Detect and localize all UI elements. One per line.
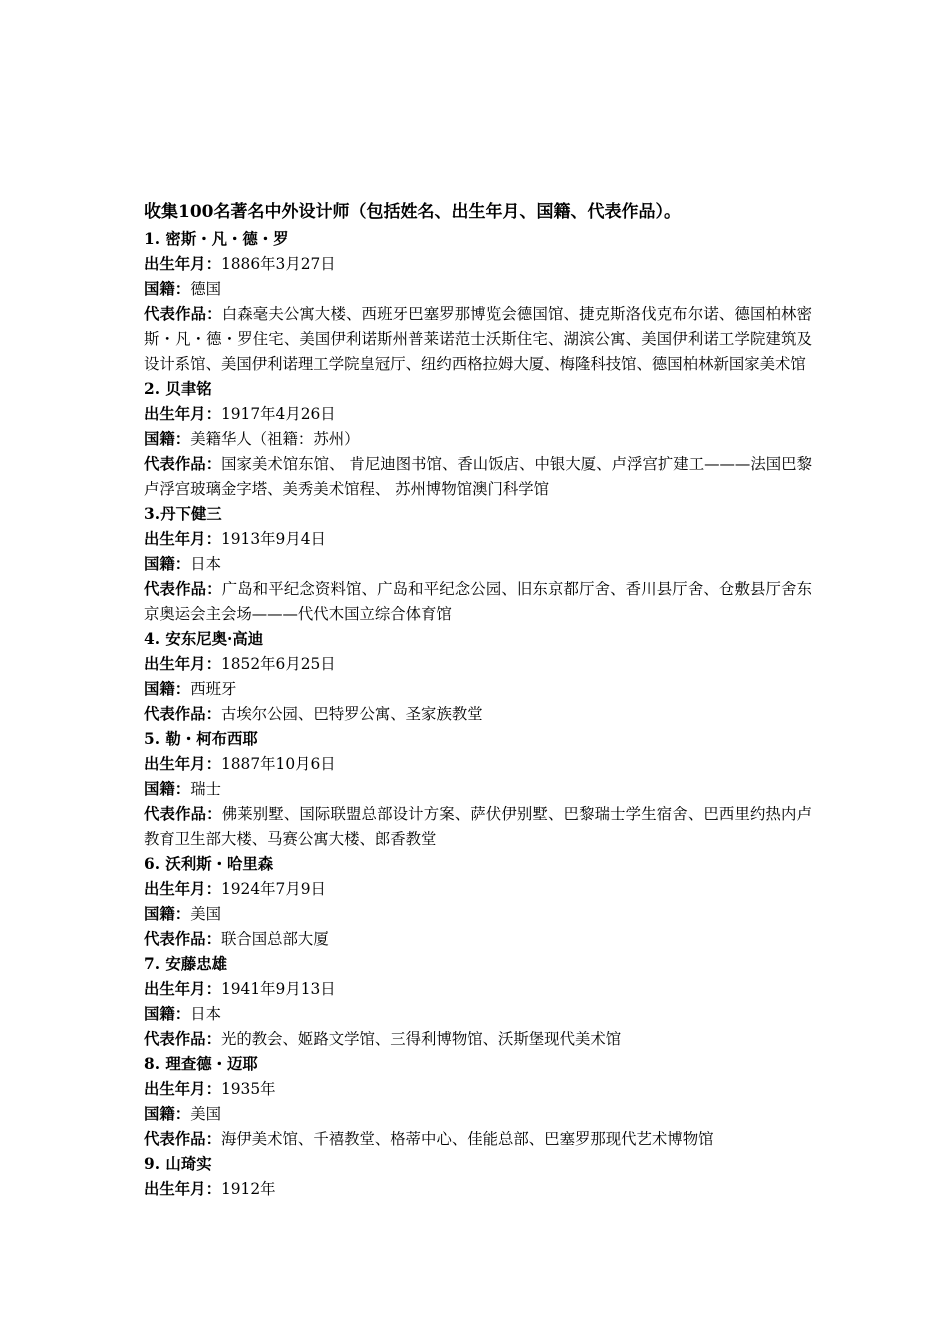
designer-name: 1. 密斯・凡・德・罗 <box>144 230 289 248</box>
designer-name: 7. 安藤忠雄 <box>144 955 227 973</box>
works-field-value: 白森毫夫公寓大楼、西班牙巴塞罗那博览会德国馆、捷克斯洛伐克布尔诺、德国柏林密斯・凡・德・罗住宅、美国伊利诺斯州普莱诺范士沃斯住宅、湖滨公寓、美国伊利诺工学院建筑及设计系馆、美国伊利诺理工学院皇冠厅、纽约西格拉姆大厦、梅隆科技馆、德国柏林新国家美术馆 <box>144 305 812 373</box>
birth-date-field-value: 1912年 <box>220 1180 276 1198</box>
birth-date-field-label: 出生年月： <box>144 405 221 423</box>
designer-entry <box>144 1152 812 1202</box>
nationality-field-label: 国籍： <box>144 905 191 923</box>
nationality-field <box>144 777 812 802</box>
nationality-field-value: 西班牙 <box>190 680 237 698</box>
works-field <box>144 452 812 502</box>
nationality-field-label: 国籍： <box>144 780 191 798</box>
birth-date-field <box>144 977 812 1002</box>
birth-date-field-label: 出生年月： <box>144 655 221 673</box>
designer-name: 9. 山琦实 <box>144 1155 212 1173</box>
birth-date-field <box>144 1077 812 1102</box>
nationality-field <box>144 1002 812 1027</box>
nationality-field-label: 国籍： <box>144 1105 191 1123</box>
birth-date-field <box>144 752 812 777</box>
works-field <box>144 802 812 852</box>
birth-date-field <box>144 402 812 427</box>
nationality-field-label: 国籍： <box>144 1005 191 1023</box>
designer-name: 5. 勒・柯布西耶 <box>144 730 258 748</box>
works-field-value: 古埃尔公园、巴特罗公寓、圣家族教堂 <box>220 705 483 723</box>
works-field-label: 代表作品： <box>144 930 221 948</box>
birth-date-field-value: 1935年 <box>220 1080 276 1098</box>
nationality-field-label: 国籍： <box>144 680 191 698</box>
nationality-field-value: 美籍华人（祖籍：苏州） <box>190 430 360 448</box>
birth-date-field-value: 1917年4月26日 <box>220 405 336 423</box>
nationality-field <box>144 277 812 302</box>
designer-list <box>144 227 812 1202</box>
nationality-field <box>144 902 812 927</box>
designer-name: 3.丹下健三 <box>144 505 222 523</box>
nationality-field-label: 国籍： <box>144 280 191 298</box>
works-field-label: 代表作品： <box>144 705 221 723</box>
works-field <box>144 927 812 952</box>
birth-date-field-value: 1852年6月25日 <box>220 655 336 673</box>
works-field-value: 佛莱别墅、国际联盟总部设计方案、萨伏伊别墅、巴黎瑞士学生宿舍、巴西里约热内卢教育卫生部大楼、马赛公寓大楼、郎香教堂 <box>144 805 812 848</box>
designer-entry <box>144 627 812 727</box>
nationality-field <box>144 427 812 452</box>
birth-date-field <box>144 652 812 677</box>
nationality-field-value: 德国 <box>190 280 221 298</box>
works-field-value: 联合国总部大厦 <box>220 930 329 948</box>
nationality-field-value: 日本 <box>190 1005 221 1023</box>
birth-date-field-label: 出生年月： <box>144 755 221 773</box>
birth-date-field <box>144 252 812 277</box>
works-field <box>144 1127 812 1152</box>
works-field-label: 代表作品： <box>144 305 222 323</box>
works-field-label: 代表作品： <box>144 1030 221 1048</box>
designer-entry <box>144 952 812 1052</box>
designer-entry <box>144 227 812 377</box>
works-field-value: 海伊美术馆、千禧教堂、格蒂中心、佳能总部、巴塞罗那现代艺术博物馆 <box>220 1130 714 1148</box>
nationality-field-value: 日本 <box>190 555 221 573</box>
works-field-value: 广岛和平纪念资料馆、广岛和平纪念公园、旧东京都厅舍、香川县厅舍、仓敷县厅舍东京奥运会主会场———代代木国立综合体育馆 <box>144 580 812 623</box>
birth-date-field <box>144 1177 812 1202</box>
birth-date-field <box>144 527 812 552</box>
birth-date-field-label: 出生年月： <box>144 980 221 998</box>
designer-name: 4. 安东尼奥·高迪 <box>144 630 264 648</box>
nationality-field-value: 瑞士 <box>190 780 221 798</box>
designer-entry <box>144 727 812 852</box>
birth-date-field-value: 1886年3月27日 <box>220 255 336 273</box>
works-field-label: 代表作品： <box>144 805 222 823</box>
birth-date-field-label: 出生年月： <box>144 255 221 273</box>
birth-date-field-label: 出生年月： <box>144 880 221 898</box>
nationality-field <box>144 1102 812 1127</box>
nationality-field-label: 国籍： <box>144 430 191 448</box>
works-field-value: 国家美术馆东馆、 肯尼迪图书馆、香山饭店、中银大厦、卢浮宫扩建工———法国巴黎卢浮宫玻璃金字塔、美秀美术馆程、 苏州博物馆澳门科学馆 <box>144 455 812 498</box>
document-page <box>144 197 812 1202</box>
designer-entry <box>144 502 812 627</box>
nationality-field-label: 国籍： <box>144 555 191 573</box>
works-field <box>144 702 812 727</box>
nationality-field <box>144 677 812 702</box>
birth-date-field-value: 1913年9月4日 <box>220 530 326 548</box>
nationality-field-value: 美国 <box>190 905 221 923</box>
works-field <box>144 577 812 627</box>
designer-name: 8. 理查德・迈耶 <box>144 1055 258 1073</box>
birth-date-field-value: 1887年10月6日 <box>220 755 336 773</box>
works-field-label: 代表作品： <box>144 580 222 598</box>
birth-date-field-label: 出生年月： <box>144 530 221 548</box>
works-field-value: 光的教会、姬路文学馆、三得利博物馆、沃斯堡现代美术馆 <box>220 1030 622 1048</box>
designer-entry <box>144 1052 812 1152</box>
designer-entry <box>144 377 812 502</box>
designer-entry <box>144 852 812 952</box>
document-title: 收集100名著名中外设计师（包括姓名、出生年月、国籍、代表作品）。 <box>144 202 681 222</box>
birth-date-field-value: 1924年7月9日 <box>220 880 326 898</box>
works-field <box>144 1027 812 1052</box>
birth-date-field <box>144 877 812 902</box>
works-field <box>144 302 812 377</box>
nationality-field-value: 美国 <box>190 1105 221 1123</box>
birth-date-field-label: 出生年月： <box>144 1180 221 1198</box>
nationality-field <box>144 552 812 577</box>
designer-name: 2. 贝聿铭 <box>144 380 212 398</box>
birth-date-field-label: 出生年月： <box>144 1080 221 1098</box>
birth-date-field-value: 1941年9月13日 <box>220 980 336 998</box>
works-field-label: 代表作品： <box>144 1130 221 1148</box>
works-field-label: 代表作品： <box>144 455 222 473</box>
designer-name: 6. 沃利斯・哈里森 <box>144 855 274 873</box>
